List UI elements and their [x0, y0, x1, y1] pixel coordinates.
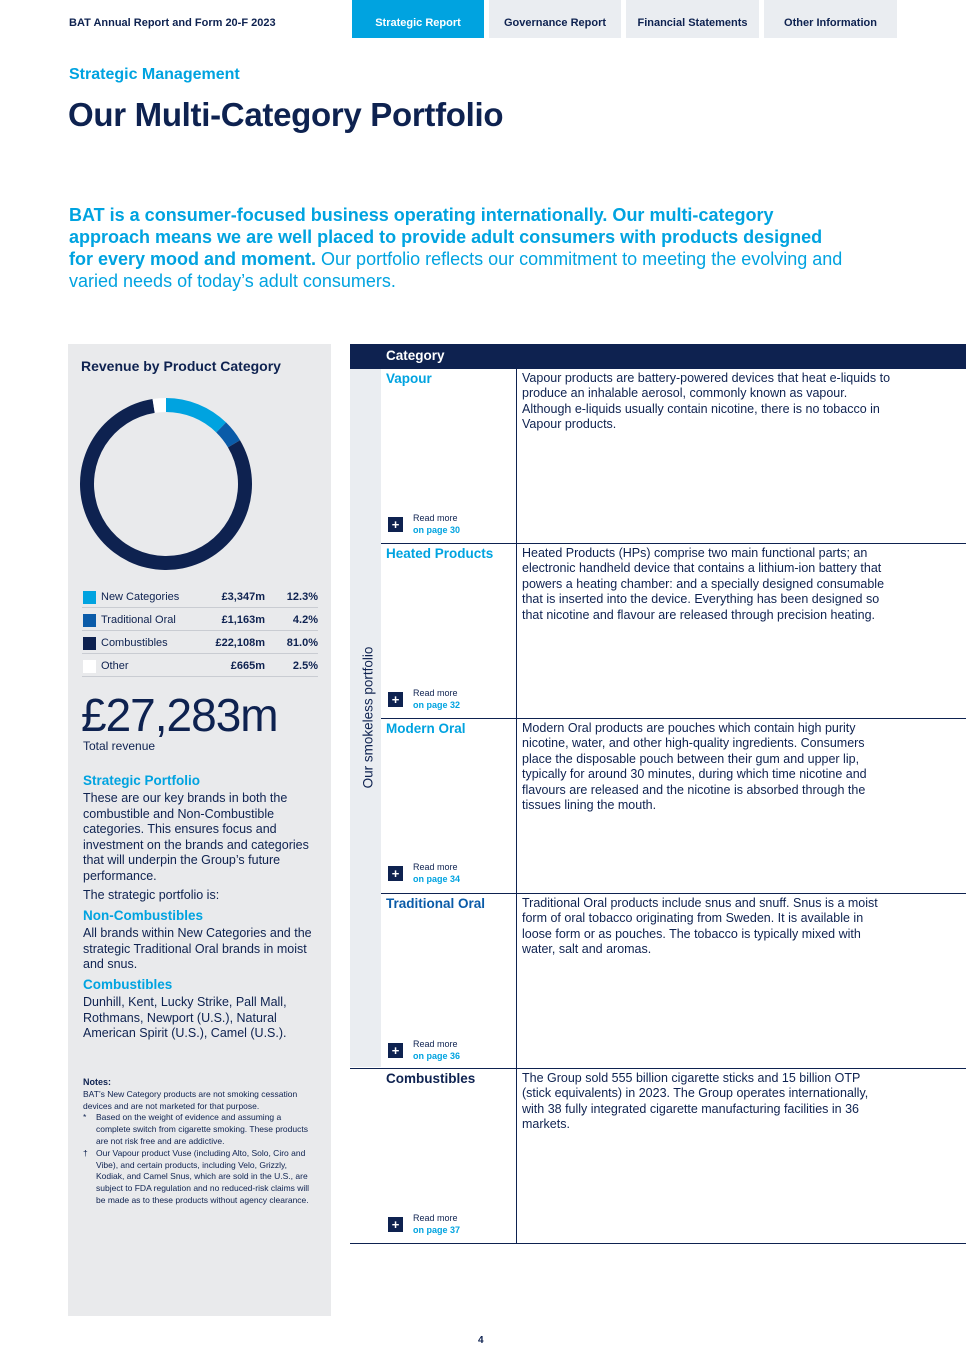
intro-bold-text: BAT is a consumer-focused business operating internationally. Our multi-category approach means we are well placed to provide adult consumers with products designed for every mood and moment.: [69, 205, 823, 269]
plus-icon: +: [388, 692, 403, 707]
legend-swatch-new-categories: [83, 591, 96, 604]
legend-amount: £1,163m: [221, 614, 265, 626]
legend-percent: 4.2%: [292, 614, 318, 626]
note-text: Based on the weight of evidence and assuming a complete switch from cigarette smoking. These products are not risk free and are addictive.: [96, 1112, 308, 1146]
combustibles-heading: Combustibles: [83, 977, 173, 992]
legend-row-new-categories: [82, 585, 318, 608]
revenue-panel-title: Revenue by Product Category: [81, 358, 281, 374]
note-item: [83, 1148, 311, 1207]
read-more-text: Read more on page 37: [413, 1213, 461, 1235]
row-divider: [350, 1068, 966, 1069]
page-link[interactable]: on page 37: [413, 1224, 461, 1235]
plus-icon: +: [388, 866, 403, 881]
read-more-text: Read more on page 36: [413, 1039, 461, 1061]
strategic-portfolio-heading: Strategic Portfolio: [83, 773, 201, 788]
notes-block: [83, 1077, 311, 1207]
category-header-label: Category: [386, 348, 445, 363]
combustibles-text: Dunhill, Kent, Lucky Strike, Pall Mall, Rothmans, Newport (U.S.), Natural American Spirit (U.S.), Camel (U.S.).: [83, 995, 287, 1040]
legend-swatch-other: [83, 660, 96, 673]
legend-name: Other: [101, 660, 129, 672]
total-revenue-value: £27,283m: [81, 689, 278, 741]
row-divider: [350, 1243, 966, 1244]
page-link[interactable]: on page 36: [413, 1050, 461, 1061]
category-desc-modern-oral: Modern Oral products are pouches which contain high purity nicotine, water, and other high-quality ingredients. Consumers place the disposable pouch between their gum and upper lip, typically for around 30 minutes, during which time nicotine and flavours are released and the nicotine is absorbed through the tissues lining the mouth.: [522, 721, 867, 813]
donut-slice-new-categories: [166, 398, 226, 432]
top-navigation-bar: [0, 0, 966, 38]
category-desc-combustibles: The Group sold 555 billion cigarette sticks and 15 billion OTP (stick equivalents) in 2023. The Group operates internationally, with 38 fully integrated cigarette manufacturing facilities in 36 markets.: [522, 1071, 869, 1132]
revenue-legend: [82, 585, 318, 677]
legend-amount: £22,108m: [215, 637, 265, 649]
page-number: 4: [478, 1335, 484, 1346]
revenue-donut-chart: [80, 398, 252, 570]
legend-row-traditional-oral: [82, 608, 318, 631]
section-label: Strategic Management: [69, 66, 240, 83]
tab-other-information[interactable]: Other Information: [764, 0, 897, 38]
category-name-vapour: Vapour: [386, 371, 432, 386]
revenue-panel: [68, 344, 331, 1316]
legend-amount: £665m: [230, 660, 265, 672]
plus-icon: +: [388, 1043, 403, 1058]
category-desc-vapour: Vapour products are battery-powered devices that heat e-liquids to produce an inhalable aerosol, commonly known as vapour. Although e-liquids usually contain nicotine, there is no tobacco in Vapour products.: [522, 371, 891, 432]
non-combustibles-text: All brands within New Categories and the strategic Traditional Oral brands in moist and snus.: [83, 926, 312, 971]
legend-swatch-traditional-oral: [83, 614, 96, 627]
strategic-portfolio-intro: The strategic portfolio is:: [83, 888, 220, 902]
category-name-heated-products: Heated Products: [386, 546, 494, 561]
tab-strategic-report[interactable]: Strategic Report: [352, 0, 484, 38]
page-link[interactable]: on page 30: [413, 524, 461, 535]
legend-percent: 12.3%: [286, 591, 318, 603]
page-link[interactable]: on page 34: [413, 873, 461, 884]
plus-icon: +: [388, 1217, 403, 1232]
tab-governance-report[interactable]: Governance Report: [489, 0, 621, 38]
page-link[interactable]: on page 32: [413, 699, 461, 710]
note-mark: †: [83, 1147, 88, 1158]
category-name-modern-oral: Modern Oral: [386, 721, 466, 736]
read-more-text: Read more on page 32: [413, 688, 461, 710]
legend-name: New Categories: [101, 591, 180, 603]
legend-name: Traditional Oral: [101, 614, 176, 626]
read-more-text: Read more on page 34: [413, 862, 461, 884]
note-mark: *: [83, 1112, 87, 1123]
page-title: Our Multi-Category Portfolio: [68, 96, 504, 133]
read-more-text: Read more on page 30: [413, 513, 461, 535]
legend-name: Combustibles: [101, 637, 168, 649]
smokeless-portfolio-label: Our smokeless portfolio: [360, 646, 376, 789]
strategic-portfolio-text: These are our key brands in both the combustible and Non-Combustible categories. This ensures focus and investment on the brands and categories that will underpin the Group’s future performance.: [83, 791, 309, 883]
tab-financial-statements[interactable]: Financial Statements: [626, 0, 759, 38]
column-divider: [516, 369, 517, 1244]
row-divider: [381, 543, 966, 544]
category-name-traditional-oral: Traditional Oral: [386, 896, 486, 911]
legend-row-combustibles: [82, 631, 318, 654]
donut-slice-other: [153, 398, 166, 413]
total-revenue-label: Total revenue: [83, 739, 156, 753]
non-combustibles-heading: Non-Combustibles: [83, 908, 203, 923]
legend-percent: 81.0%: [286, 637, 318, 649]
row-divider: [381, 718, 966, 719]
category-desc-traditional-oral: Traditional Oral products include snus and snuff. Snus is a moist form of oral tobacco originating from Sweden. It is available in loose form or as pouches. The tobacco is typically mixed with water, salt and aromas.: [522, 896, 878, 957]
note-item: [83, 1112, 311, 1147]
legend-swatch-combustibles: [83, 637, 96, 650]
notes-intro: BAT’s New Category products are not smoking cessation devices and are not marketed for that purpose.: [83, 1088, 298, 1111]
category-name-combustibles: Combustibles: [386, 1071, 476, 1086]
legend-row-other: [82, 654, 318, 677]
note-text: Our Vapour product Vuse (including Alto, Solo, Ciro and Vibe), and certain products, including Velo, Grizzly, Kodiak, and Camel Snus, which are sold in the U.S., are subject to FDA regulation and no reduced-risk claims will be made as to these products without agency clearance.: [96, 1147, 310, 1205]
legend-percent: 2.5%: [292, 660, 318, 672]
row-divider: [381, 893, 966, 894]
document-title: BAT Annual Report and Form 20-F 2023: [69, 17, 276, 29]
intro-regular-text: Our portfolio reflects our commitment to meeting the evolving and varied needs of today’s adult consumers.: [69, 249, 843, 291]
notes-title: Notes:: [83, 1077, 112, 1087]
intro-paragraph: [69, 204, 849, 292]
legend-amount: £3,347m: [221, 591, 265, 603]
category-desc-heated-products: Heated Products (HPs) comprise two main functional parts; an electronic handheld device that contains a lithium-ion battery that powers a heating chamber: and a specially designed consumable that is inserted into the device. Everything has been designed so that nicotine and flavour are released through precision heating.: [522, 546, 885, 622]
plus-icon: +: [388, 517, 403, 532]
